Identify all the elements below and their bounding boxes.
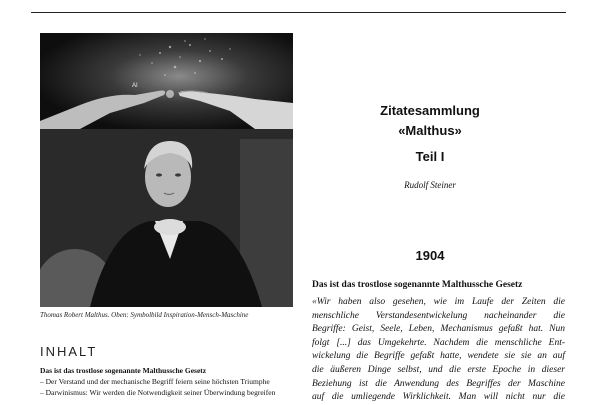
- toc-main-entry[interactable]: Das ist das trostlose sogenannte Malthussche Gesetz: [40, 366, 207, 375]
- toc-item[interactable]: – Der Verstand und der mechanische Begriff feiern seine höchsten Triumphe: [40, 377, 270, 386]
- document-title-line-2: «Malthus»: [398, 123, 462, 138]
- section-title: Das ist das trostlose sogenannte Malthussche Gesetz: [312, 280, 523, 290]
- toc-heading: INHALT: [40, 344, 98, 359]
- inspiration-image: [40, 33, 293, 129]
- toc-item[interactable]: – Darwinismus: Wir werden die Notwendigkeit seiner Überwindung begreifen: [40, 388, 276, 397]
- quote-line: «Wir haben also gesehen, wie im Laufe der Zeiten die: [312, 297, 565, 307]
- quote-line: die äußeren Dinge selbst, und die erste Epoche in dieser: [312, 364, 565, 375]
- quote-text: [312, 296, 565, 405]
- human-machine-hands-illustration: [40, 33, 293, 129]
- top-rule: [31, 12, 566, 13]
- quote-line: Begriffe: Geist, Seele, Leben, Mechanismus gefaßt hat. Nun: [312, 324, 565, 335]
- quote-line: Beziehung ist die Anwendung des Begriffes der Maschine: [312, 378, 565, 389]
- quote-line: wickelung die Begriffe gefaßt hatte, wendete sie sie an auf: [312, 351, 565, 362]
- year-heading: 1904: [415, 248, 445, 263]
- figure-image: [40, 33, 293, 307]
- portrait-illustration: [40, 129, 293, 307]
- quote-line: folgt [...] das Umgekehrte. Nachdem die menschliche Ent-: [312, 337, 565, 348]
- quote-line: auf die umliegende Wirklichkeit. Man will nicht nur die: [312, 392, 565, 403]
- quote-line: menschliche Verstandesentwickelung nacheinander die: [312, 310, 565, 321]
- ai-label: AI: [132, 83, 138, 89]
- document-part: Teil I: [415, 149, 445, 164]
- malthus-portrait: [40, 129, 293, 307]
- figure-caption: Thomas Robert Malthus. Oben: Symbolbild Inspiration-Mensch-Maschine: [40, 311, 249, 319]
- author: Rudolf Steiner: [404, 180, 456, 190]
- document-title-line-1: Zitatesammlung: [380, 103, 480, 118]
